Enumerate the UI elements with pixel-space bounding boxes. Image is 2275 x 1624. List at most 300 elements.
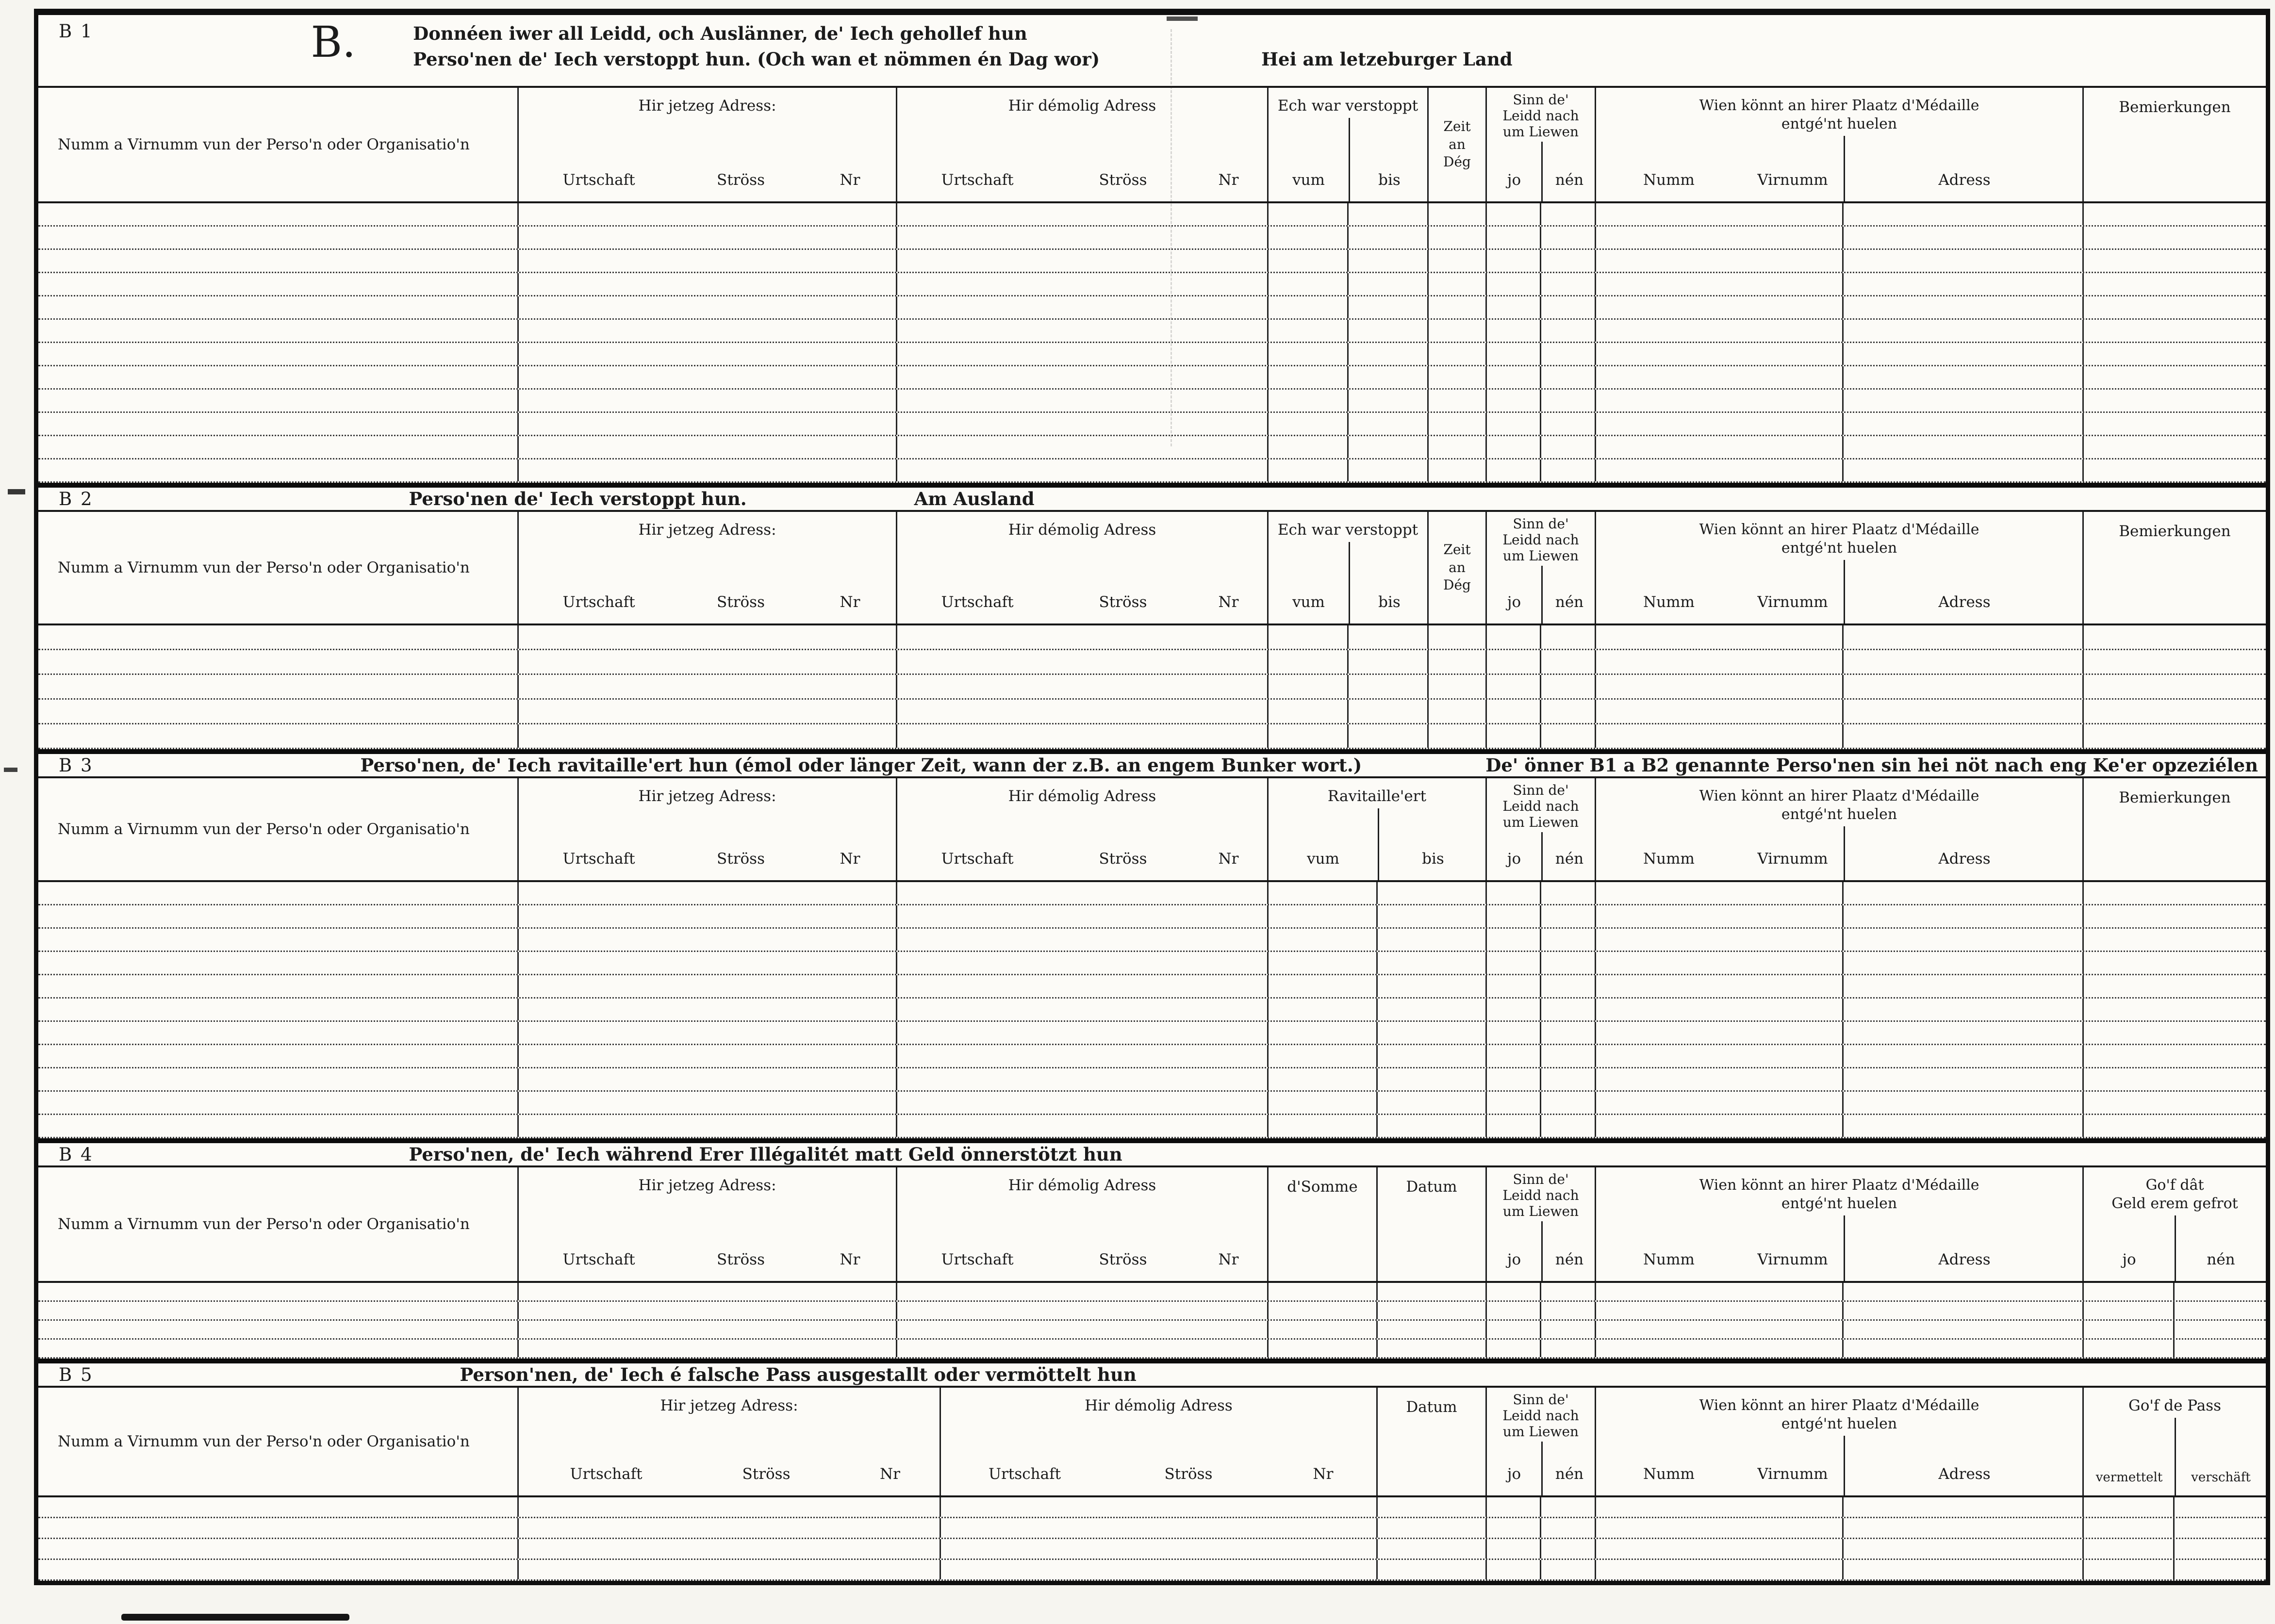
blank-cell bbox=[519, 1045, 897, 1067]
blank-cell bbox=[38, 929, 519, 951]
blank-cell bbox=[1844, 1283, 2084, 1300]
former-address-label: Hir démolig Adress bbox=[1085, 1397, 1233, 1414]
blank-cell bbox=[1541, 366, 1596, 388]
section-b5-label: B 5 bbox=[59, 1364, 94, 1385]
section-b4 bbox=[38, 1138, 2266, 1359]
blank-cell bbox=[1269, 650, 1349, 673]
blank-cell bbox=[1378, 1283, 1487, 1300]
blank-cell bbox=[38, 1340, 519, 1357]
col-stross-label: Ströss bbox=[1164, 1465, 1213, 1483]
alive-line2: Leidd nach bbox=[1502, 532, 1579, 548]
alive-line2: Leidd nach bbox=[1502, 1187, 1579, 1204]
col-nr-label: Nr bbox=[840, 171, 860, 189]
blank-cell bbox=[519, 675, 897, 698]
blank-cell bbox=[1844, 1302, 2084, 1319]
blank-cell bbox=[1541, 273, 1596, 295]
blank-cell bbox=[1349, 700, 1429, 723]
hidden-subcols bbox=[1269, 118, 1427, 201]
col-former-address-header bbox=[897, 512, 1269, 623]
blank-cell bbox=[1349, 320, 1429, 342]
alive-subcols bbox=[1487, 142, 1595, 201]
current-address-label: Hir jetzeg Adress: bbox=[638, 787, 776, 805]
former-address-label: Hir démolig Adress bbox=[1008, 1177, 1156, 1194]
blank-table-row bbox=[38, 203, 2266, 227]
blank-cell bbox=[1378, 1302, 1487, 1319]
col-virnumm-label: Virnumm bbox=[1757, 171, 1828, 189]
b1-rows bbox=[38, 203, 2266, 483]
blank-cell bbox=[1378, 952, 1487, 974]
blank-cell bbox=[1487, 436, 1541, 458]
col-hidden-header bbox=[1269, 512, 1429, 623]
blank-table-row bbox=[38, 1539, 2266, 1560]
blank-cell bbox=[1596, 625, 1844, 649]
ravitaillert-subcols bbox=[1269, 808, 1485, 880]
section-b1-title-line1: Donnéen iwer all Leidd, och Auslänner, de' Iech gehollef hun bbox=[413, 23, 1027, 44]
col-nen-label: nén bbox=[1541, 1221, 1596, 1281]
col-alive-header bbox=[1487, 88, 1596, 201]
col-nen-label: nén bbox=[1541, 142, 1596, 201]
blank-cell bbox=[519, 650, 897, 673]
blank-cell bbox=[519, 1092, 897, 1114]
blank-cell bbox=[2084, 724, 2266, 748]
alive-subcols bbox=[1487, 1221, 1595, 1281]
blank-cell bbox=[38, 366, 519, 388]
alive-line1: Sinn de' bbox=[1513, 1171, 1569, 1187]
blank-cell bbox=[2084, 1045, 2266, 1067]
col-nr-label: Nr bbox=[840, 593, 860, 611]
b5-column-headers bbox=[38, 1388, 2266, 1497]
blank-cell bbox=[1541, 1321, 1596, 1338]
blank-cell bbox=[897, 650, 1269, 673]
blank-cell bbox=[1844, 250, 2084, 272]
blank-cell bbox=[1487, 700, 1541, 723]
current-address-subcols bbox=[519, 1418, 940, 1495]
blank-cell bbox=[1596, 999, 1844, 1020]
col-zeit-header bbox=[1429, 512, 1487, 623]
blank-cell bbox=[897, 227, 1269, 248]
blank-cell bbox=[1541, 905, 1596, 927]
col-nr-label: Nr bbox=[840, 1251, 860, 1268]
alive-label bbox=[1487, 782, 1595, 830]
blank-cell bbox=[897, 1045, 1269, 1067]
blank-cell bbox=[1269, 1340, 1378, 1357]
blank-cell bbox=[1844, 1539, 2084, 1558]
medal-line2: entgé'nt huelen bbox=[1781, 806, 1897, 823]
col-somme-header bbox=[1269, 1167, 1378, 1281]
blank-cell bbox=[2084, 1022, 2266, 1044]
col-name-label: Numm a Virnumm vun der Perso'n oder Organisatio'n bbox=[58, 1215, 470, 1233]
alive-line1: Sinn de' bbox=[1513, 1392, 1569, 1408]
medal-label bbox=[1596, 1396, 2082, 1434]
b4-rows bbox=[38, 1283, 2266, 1359]
blank-cell bbox=[2084, 250, 2266, 272]
col-nr-label: Nr bbox=[1218, 1251, 1239, 1268]
pass-subcols bbox=[2084, 1418, 2266, 1495]
blank-cell bbox=[897, 1321, 1269, 1338]
blank-cell bbox=[941, 1518, 1378, 1538]
blank-cell bbox=[1844, 1068, 2084, 1090]
blank-cell bbox=[1269, 882, 1378, 904]
blank-cell bbox=[1429, 459, 1487, 481]
col-bis-label: bis bbox=[1349, 542, 1429, 623]
blank-table-row bbox=[38, 1302, 2266, 1321]
blank-cell bbox=[2084, 366, 2266, 388]
blank-cell bbox=[1349, 459, 1429, 481]
blank-cell bbox=[897, 1302, 1269, 1319]
blank-cell bbox=[1541, 975, 1596, 997]
col-jo-label: jo bbox=[2122, 1251, 2136, 1268]
b5-rows bbox=[38, 1497, 2266, 1581]
blank-cell bbox=[1269, 343, 1349, 365]
remarks-label: Bemierkungen bbox=[2119, 523, 2231, 540]
blank-cell bbox=[1844, 675, 2084, 698]
col-remarks-header bbox=[2084, 512, 2266, 623]
blank-cell bbox=[1596, 1283, 1844, 1300]
blank-cell bbox=[38, 343, 519, 365]
blank-cell bbox=[2084, 999, 2266, 1020]
col-adress-label: Adress bbox=[1844, 560, 2084, 623]
blank-cell bbox=[1269, 1068, 1378, 1090]
blank-cell bbox=[38, 650, 519, 673]
blank-cell bbox=[1596, 459, 1844, 481]
col-stross-label: Ströss bbox=[1099, 850, 1147, 868]
blank-cell bbox=[1844, 366, 2084, 388]
col-name-header bbox=[38, 778, 519, 880]
blank-cell bbox=[38, 625, 519, 649]
blank-table-row bbox=[38, 390, 2266, 413]
col-vermettelt-label: vermettelt bbox=[2095, 1470, 2163, 1485]
zeit-line1: Zeit bbox=[1443, 541, 1471, 558]
alive-line3: um Liewen bbox=[1502, 548, 1579, 564]
blank-cell bbox=[1541, 459, 1596, 481]
blank-cell bbox=[1429, 724, 1487, 748]
blank-cell bbox=[1596, 320, 1844, 342]
blank-cell bbox=[1596, 905, 1844, 927]
blank-cell bbox=[2084, 436, 2266, 458]
somme-label: d'Somme bbox=[1287, 1178, 1358, 1196]
blank-cell bbox=[1487, 1302, 1541, 1319]
zeit-line3: Dég bbox=[1443, 577, 1471, 593]
col-jo-label: jo bbox=[1507, 850, 1521, 868]
blank-cell bbox=[1378, 975, 1487, 997]
blank-table-row bbox=[38, 1068, 2266, 1092]
current-address-subcols bbox=[519, 118, 896, 201]
blank-cell bbox=[519, 952, 897, 974]
blank-cell bbox=[1541, 1302, 1596, 1319]
scan-artifact bbox=[4, 768, 17, 772]
blank-cell bbox=[1487, 1045, 1541, 1067]
zeit-line3: Dég bbox=[1443, 154, 1471, 170]
col-nr-label: Nr bbox=[1313, 1465, 1334, 1483]
blank-cell bbox=[519, 296, 897, 318]
blank-cell bbox=[2084, 1518, 2175, 1538]
geld-subcols bbox=[2084, 1215, 2266, 1281]
blank-cell bbox=[1596, 1092, 1844, 1114]
former-address-label: Hir démolig Adress bbox=[1008, 521, 1156, 539]
blank-table-row bbox=[38, 366, 2266, 390]
geld-line1: Go'f dât bbox=[2145, 1177, 2204, 1194]
blank-cell bbox=[519, 203, 897, 225]
section-b3-title: Perso'nen, de' Iech ravitaille'ert hun (émol oder länger Zeit, wann der z.B. an engem Bunker wort.) bbox=[360, 755, 1362, 776]
blank-cell bbox=[2084, 273, 2266, 295]
blank-cell bbox=[519, 975, 897, 997]
alive-subcols bbox=[1487, 1442, 1595, 1495]
blank-table-row bbox=[38, 625, 2266, 650]
current-address-label: Hir jetzeg Adress: bbox=[638, 97, 776, 115]
blank-cell bbox=[1378, 1340, 1487, 1357]
col-verschaft-label: verschäft bbox=[2175, 1418, 2266, 1495]
blank-cell bbox=[1541, 320, 1596, 342]
blank-cell bbox=[1487, 625, 1541, 649]
b3-rows bbox=[38, 882, 2266, 1138]
blank-cell bbox=[1541, 952, 1596, 974]
section-b1-bar bbox=[38, 15, 2266, 88]
blank-cell bbox=[38, 724, 519, 748]
current-address-subcols bbox=[519, 1197, 896, 1281]
blank-cell bbox=[519, 459, 897, 481]
medal-line1: Wien könnt an hirer Plaatz d'Médaille bbox=[1699, 1177, 1979, 1194]
blank-cell bbox=[519, 625, 897, 649]
section-b2 bbox=[38, 483, 2266, 749]
blank-cell bbox=[519, 320, 897, 342]
blank-cell bbox=[38, 1115, 519, 1137]
b2-rows bbox=[38, 625, 2266, 749]
blank-cell bbox=[897, 1022, 1269, 1044]
alive-line1: Sinn de' bbox=[1513, 92, 1569, 108]
blank-cell bbox=[1487, 650, 1541, 673]
blank-cell bbox=[519, 413, 897, 435]
blank-cell bbox=[1596, 724, 1844, 748]
blank-cell bbox=[38, 1518, 519, 1538]
questionnaire-form bbox=[34, 9, 2270, 1585]
col-numm-label: Numm bbox=[1643, 1251, 1695, 1268]
col-nen-label: nén bbox=[2175, 1215, 2266, 1281]
blank-cell bbox=[1844, 1092, 2084, 1114]
remarks-label: Bemierkungen bbox=[2119, 789, 2231, 806]
blank-cell bbox=[1596, 273, 1844, 295]
blank-cell bbox=[1844, 1115, 2084, 1137]
medal-line2: entgé'nt huelen bbox=[1781, 540, 1897, 557]
blank-cell bbox=[38, 203, 519, 225]
blank-cell bbox=[897, 999, 1269, 1020]
col-jo-label: jo bbox=[1507, 1251, 1521, 1268]
blank-cell bbox=[1541, 882, 1596, 904]
blank-table-row bbox=[38, 1022, 2266, 1045]
blank-cell bbox=[1541, 650, 1596, 673]
blank-cell bbox=[1596, 952, 1844, 974]
blank-cell bbox=[519, 1497, 941, 1517]
blank-cell bbox=[2084, 650, 2266, 673]
blank-cell bbox=[1429, 296, 1487, 318]
blank-cell bbox=[2084, 227, 2266, 248]
alive-line3: um Liewen bbox=[1502, 124, 1579, 140]
blank-table-row bbox=[38, 1518, 2266, 1539]
blank-cell bbox=[1541, 436, 1596, 458]
former-address-subcols bbox=[897, 808, 1267, 880]
col-former-address-header bbox=[897, 778, 1269, 880]
blank-cell bbox=[1429, 436, 1487, 458]
blank-cell bbox=[897, 625, 1269, 649]
blank-cell bbox=[38, 1497, 519, 1517]
blank-cell bbox=[1596, 650, 1844, 673]
blank-cell bbox=[1349, 250, 1429, 272]
alive-line2: Leidd nach bbox=[1502, 798, 1579, 815]
section-b4-label: B 4 bbox=[59, 1144, 94, 1165]
blank-cell bbox=[38, 1068, 519, 1090]
blank-table-row bbox=[38, 975, 2266, 999]
col-numm-label: Numm bbox=[1643, 593, 1695, 611]
blank-cell bbox=[897, 273, 1269, 295]
blank-cell bbox=[2175, 1560, 2266, 1579]
col-adress-label: Adress bbox=[1844, 826, 2084, 880]
blank-cell bbox=[1596, 700, 1844, 723]
col-numm-label: Numm bbox=[1643, 850, 1695, 868]
blank-cell bbox=[941, 1560, 1378, 1579]
section-b1 bbox=[38, 15, 2266, 483]
blank-cell bbox=[2084, 1497, 2175, 1517]
zeit-line1: Zeit bbox=[1443, 118, 1471, 135]
col-nr-label: Nr bbox=[1218, 593, 1239, 611]
section-b2-title: Perso'nen de' Iech verstoppt hun. bbox=[409, 488, 747, 509]
col-jo-label: jo bbox=[1507, 593, 1521, 611]
col-urtschaft-label: Urtschaft bbox=[941, 171, 1014, 189]
blank-cell bbox=[519, 1068, 897, 1090]
blank-cell bbox=[2084, 975, 2266, 997]
col-former-address-header bbox=[897, 88, 1269, 201]
blank-cell bbox=[1541, 675, 1596, 698]
blank-cell bbox=[1487, 459, 1541, 481]
blank-cell bbox=[1269, 1283, 1378, 1300]
blank-cell bbox=[1487, 320, 1541, 342]
alive-line3: um Liewen bbox=[1502, 814, 1579, 831]
datum-label: Datum bbox=[1406, 1178, 1457, 1196]
zeit-line2: an bbox=[1449, 136, 1466, 152]
col-nr-label: Nr bbox=[1218, 171, 1239, 189]
col-current-address-header bbox=[519, 778, 897, 880]
col-nr-label: Nr bbox=[840, 850, 860, 868]
blank-cell bbox=[1349, 413, 1429, 435]
blank-cell bbox=[1596, 203, 1844, 225]
blank-cell bbox=[519, 1022, 897, 1044]
blank-cell bbox=[1487, 952, 1541, 974]
blank-table-row bbox=[38, 1092, 2266, 1115]
blank-cell bbox=[1487, 999, 1541, 1020]
blank-cell bbox=[38, 1321, 519, 1338]
col-datum-header bbox=[1378, 1388, 1487, 1495]
section-b1-title bbox=[413, 21, 1512, 72]
blank-cell bbox=[1269, 203, 1349, 225]
blank-cell bbox=[1269, 625, 1349, 649]
blank-cell bbox=[1844, 296, 2084, 318]
blank-cell bbox=[1844, 1045, 2084, 1067]
blank-cell bbox=[2084, 882, 2266, 904]
blank-cell bbox=[1844, 320, 2084, 342]
blank-cell bbox=[1541, 1497, 1596, 1517]
col-stross-label: Ströss bbox=[1099, 1251, 1147, 1268]
col-current-address-header bbox=[519, 512, 897, 623]
blank-table-row bbox=[38, 1283, 2266, 1302]
former-address-subcols bbox=[897, 542, 1267, 623]
section-b3 bbox=[38, 749, 2266, 1138]
blank-cell bbox=[1844, 1340, 2084, 1357]
blank-table-row bbox=[38, 1321, 2266, 1340]
section-b5 bbox=[38, 1359, 2266, 1581]
blank-table-row bbox=[38, 296, 2266, 320]
col-medal-header bbox=[1596, 1388, 2084, 1495]
blank-cell bbox=[1349, 227, 1429, 248]
blank-cell bbox=[38, 250, 519, 272]
section-b5-bar bbox=[38, 1359, 2266, 1388]
blank-cell bbox=[2084, 905, 2266, 927]
blank-cell bbox=[1349, 675, 1429, 698]
blank-cell bbox=[2084, 675, 2266, 698]
hidden-subcols bbox=[1269, 542, 1427, 623]
blank-cell bbox=[38, 905, 519, 927]
blank-cell bbox=[1269, 724, 1349, 748]
col-vum-label: vum bbox=[1307, 850, 1339, 868]
section-b3-title-note: De' önner B1 a B2 genannte Perso'nen sin hei nöt nach eng Ke'er opzeziélen bbox=[1485, 755, 2258, 776]
blank-cell bbox=[1429, 227, 1487, 248]
alive-line3: um Liewen bbox=[1502, 1203, 1579, 1220]
blank-cell bbox=[1596, 366, 1844, 388]
blank-cell bbox=[1596, 1321, 1844, 1338]
col-nen-label: nén bbox=[1541, 1442, 1596, 1495]
blank-cell bbox=[1596, 1518, 1844, 1538]
blank-cell bbox=[2084, 320, 2266, 342]
col-virnumm-label: Virnumm bbox=[1757, 1251, 1828, 1268]
blank-cell bbox=[1269, 999, 1378, 1020]
col-stross-label: Ströss bbox=[717, 593, 765, 611]
blank-cell bbox=[2084, 700, 2266, 723]
col-numm-label: Numm bbox=[1643, 1465, 1695, 1483]
remarks-label: Bemierkungen bbox=[2119, 98, 2231, 116]
blank-table-row bbox=[38, 929, 2266, 952]
blank-cell bbox=[1844, 1022, 2084, 1044]
col-name-label: Numm a Virnumm vun der Perso'n oder Organisatio'n bbox=[58, 820, 470, 838]
blank-cell bbox=[1596, 343, 1844, 365]
blank-cell bbox=[2084, 413, 2266, 435]
blank-table-row bbox=[38, 1115, 2266, 1138]
alive-subcols bbox=[1487, 832, 1595, 880]
blank-table-row bbox=[38, 459, 2266, 483]
section-b1-big-letter: B. bbox=[311, 17, 356, 67]
blank-cell bbox=[38, 1302, 519, 1319]
blank-cell bbox=[2175, 1321, 2266, 1338]
blank-cell bbox=[2084, 296, 2266, 318]
blank-cell bbox=[38, 952, 519, 974]
col-urtschaft-label: Urtschaft bbox=[562, 850, 635, 868]
blank-cell bbox=[1487, 675, 1541, 698]
blank-cell bbox=[897, 905, 1269, 927]
col-former-address-header bbox=[897, 1167, 1269, 1281]
blank-cell bbox=[1844, 700, 2084, 723]
blank-cell bbox=[1596, 413, 1844, 435]
blank-cell bbox=[1541, 1068, 1596, 1090]
section-b4-title: Perso'nen, de' Iech während Erer Illégalitét matt Geld önnerstötzt hun bbox=[409, 1144, 1122, 1165]
blank-cell bbox=[2084, 390, 2266, 411]
blank-cell bbox=[38, 882, 519, 904]
col-stross-label: Ströss bbox=[1099, 593, 1147, 611]
col-current-address-header bbox=[519, 1167, 897, 1281]
geld-line2: Geld erem gefrot bbox=[2111, 1195, 2238, 1213]
b3-column-headers bbox=[38, 778, 2266, 882]
blank-cell bbox=[1269, 459, 1349, 481]
blank-cell bbox=[38, 1560, 519, 1579]
former-address-subcols bbox=[941, 1418, 1376, 1495]
blank-cell bbox=[1269, 1115, 1378, 1137]
blank-cell bbox=[38, 390, 519, 411]
blank-cell bbox=[1349, 724, 1429, 748]
